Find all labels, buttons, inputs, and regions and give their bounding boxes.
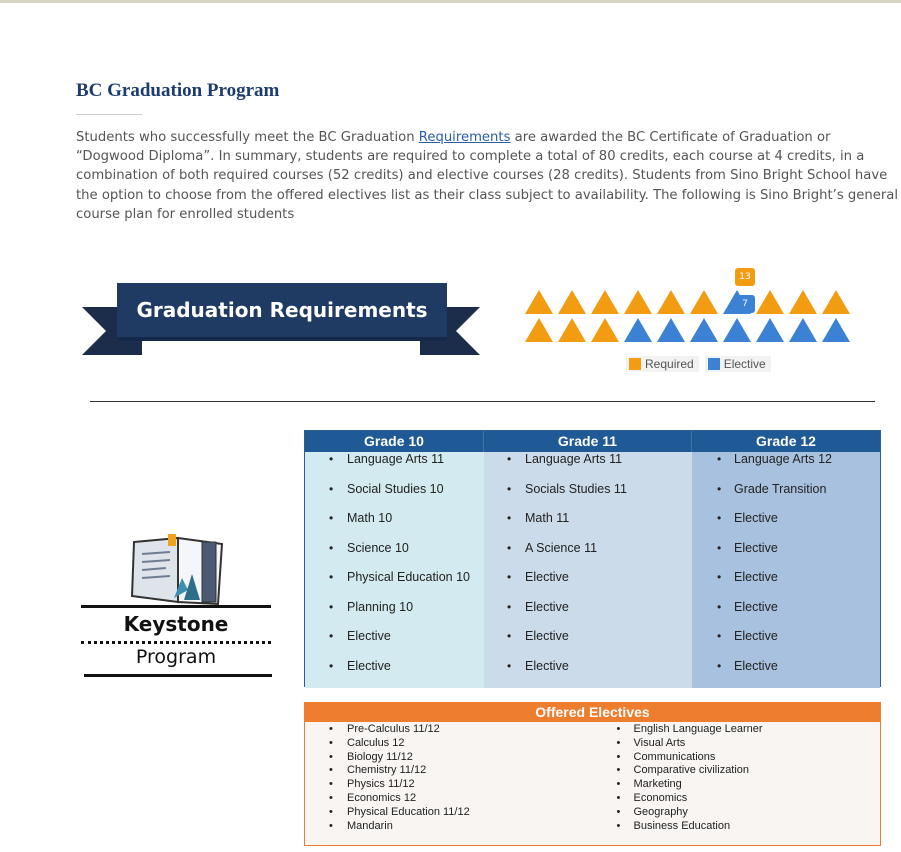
required-triangle [657, 290, 685, 314]
elective-item: • Marketing [593, 778, 881, 792]
elective-triangle [690, 318, 718, 342]
grade-heading: Grade 10 [305, 431, 484, 452]
grade-course-list [305, 452, 484, 688]
course-item: • Elective [692, 600, 880, 630]
grade-column [692, 431, 880, 686]
keystone-bottom-rule [84, 674, 272, 677]
elective-item: • Economics [593, 792, 881, 806]
course-item: • Elective [484, 659, 692, 689]
elective-item: • Business Education [593, 820, 881, 834]
required-triangle [822, 290, 850, 314]
credit-legend [626, 356, 771, 372]
elective-item: • Geography [593, 806, 881, 820]
required-count-badge: 13 [735, 268, 755, 286]
elective-triangle [756, 318, 784, 342]
grade-course-list [484, 452, 692, 688]
required-triangle [756, 290, 784, 314]
requirements-link[interactable]: Requirements [418, 130, 511, 145]
keystone-subtitle: Program [135, 646, 217, 668]
course-item: • Elective [692, 541, 880, 571]
elective-item: • Calculus 12 [305, 737, 593, 751]
elective-item: • Physical Education 11/12 [305, 806, 593, 820]
legend-elective [705, 356, 771, 372]
intro-text-end: are awarded the BC Certificate of Graduation or “Dogwood Diploma”. In summary, students are required to complete a total of 80 credits, each course at 4 credits, in a combination of both required courses (52 credits) and elective courses (28 credits). Students from Sino Bright School have the option to choose from the offered electives list as their class subject to availability. The following is Sino Bright’s general course plan for enrolled students [76, 130, 899, 222]
page-title: BC Graduation Program [76, 80, 280, 101]
legend-elective-label: Elective [723, 357, 766, 371]
triangle-row-top [525, 290, 865, 314]
required-triangle [558, 290, 586, 314]
elective-count-badge: 7 [735, 295, 755, 313]
course-item: • Elective [305, 629, 484, 659]
course-item: • Elective [484, 629, 692, 659]
required-triangle [591, 318, 619, 342]
grade-course-table [304, 430, 881, 687]
course-item: • Elective [305, 659, 484, 689]
open-book-icon [130, 534, 225, 606]
credit-triangle-grid [525, 290, 865, 346]
electives-left-list [305, 723, 593, 833]
course-item: • Science 10 [305, 541, 484, 571]
grade-column [305, 431, 484, 686]
intro-text-start: Students who successfully meet the BC Graduation [76, 130, 419, 145]
grade-column [484, 431, 692, 686]
elective-item: • Chemistry 11/12 [305, 764, 593, 778]
title-divider [76, 114, 142, 115]
offered-electives-box [304, 702, 881, 846]
course-item: • Math 10 [305, 511, 484, 541]
required-triangle [525, 318, 553, 342]
required-triangle [690, 290, 718, 314]
elective-item: • Communications [593, 751, 881, 765]
elective-item: • Mandarin [305, 820, 593, 834]
required-triangle [558, 318, 586, 342]
grade-course-list [692, 452, 880, 688]
course-item: • Social Studies 10 [305, 482, 484, 512]
required-triangle [591, 290, 619, 314]
required-triangle [624, 290, 652, 314]
elective-swatch [708, 358, 720, 370]
keystone-title: Keystone [123, 612, 229, 636]
course-item: • A Science 11 [484, 541, 692, 571]
course-item: • Planning 10 [305, 600, 484, 630]
course-item: • Language Arts 12 [692, 452, 880, 482]
electives-heading: Offered Electives [305, 703, 880, 722]
banner-ribbon [117, 283, 447, 341]
keystone-top-rule [81, 605, 271, 608]
course-item: • Elective [484, 570, 692, 600]
banner-title: Graduation Requirements [136, 298, 428, 322]
course-item: • Language Arts 11 [305, 452, 484, 482]
electives-right-list [593, 723, 881, 833]
course-item: • Elective [692, 570, 880, 600]
elective-triangle [723, 318, 751, 342]
course-item: • Physical Education 10 [305, 570, 484, 600]
section-divider [90, 401, 875, 402]
elective-item: • Physics 11/12 [305, 778, 593, 792]
required-triangle [789, 290, 817, 314]
required-swatch [629, 358, 641, 370]
elective-triangle [657, 318, 685, 342]
course-item: • Math 11 [484, 511, 692, 541]
intro-paragraph [76, 128, 901, 224]
electives-columns [305, 722, 880, 833]
elective-item: • Biology 11/12 [305, 751, 593, 765]
elective-item: • Economics 12 [305, 792, 593, 806]
legend-required-label: Required [645, 357, 694, 371]
course-item: • Elective [692, 511, 880, 541]
elective-triangle [822, 318, 850, 342]
elective-item: • English Language Learner [593, 723, 881, 737]
keystone-dotted-rule [81, 641, 271, 644]
elective-triangle [624, 318, 652, 342]
course-item: • Language Arts 11 [484, 452, 692, 482]
top-rule [0, 0, 901, 3]
elective-triangle [789, 318, 817, 342]
triangle-row-bottom [525, 318, 865, 342]
elective-item: • Visual Arts [593, 737, 881, 751]
elective-item: • Pre-Calculus 11/12 [305, 723, 593, 737]
elective-item: • Comparative civilization [593, 764, 881, 778]
grade-heading: Grade 12 [692, 431, 880, 452]
required-triangle [525, 290, 553, 314]
course-item: • Elective [692, 659, 880, 689]
legend-required [626, 356, 699, 372]
course-item: • Elective [484, 600, 692, 630]
course-item: • Elective [692, 629, 880, 659]
course-item: • Grade Transition [692, 482, 880, 512]
course-item: • Socials Studies 11 [484, 482, 692, 512]
grade-heading: Grade 11 [484, 431, 692, 452]
